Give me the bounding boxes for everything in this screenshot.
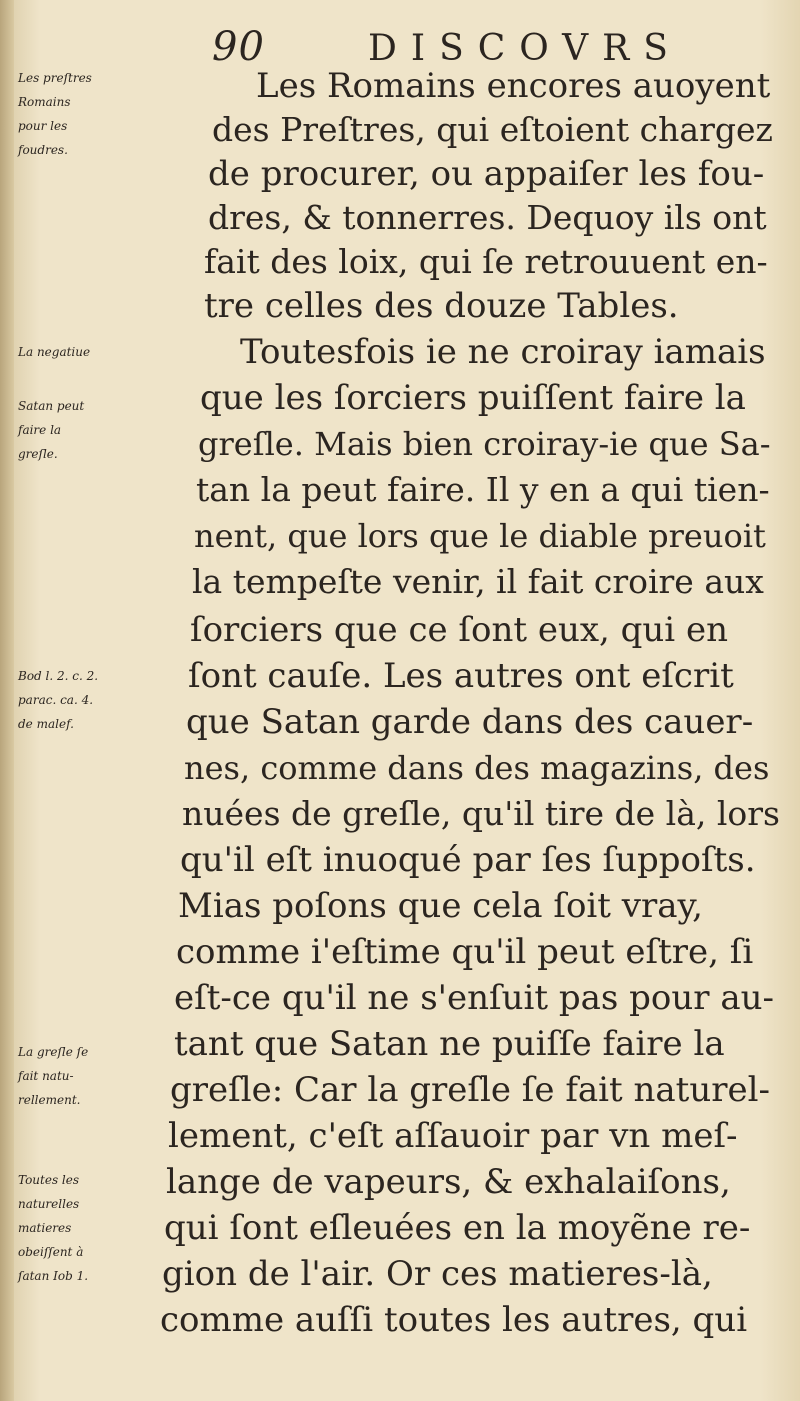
body-text-line: qu'il eſt inuoqué par ſes ſuppoſts.	[180, 840, 756, 880]
body-text-line: greſle. Mais bien croiray-ie que Sa-	[198, 425, 771, 463]
marginal-note: La greſle ſe fait natu- rellement.	[18, 1045, 89, 1107]
body-text-line: nuées de greſle, qu'il tire de là, lors	[182, 794, 780, 833]
body-text-line: nes, comme dans des magazins, des	[184, 749, 770, 787]
marginal-note: Satan peut faire la greſle.	[18, 399, 85, 461]
body-text-line: Les Romains encores auoyent	[256, 66, 771, 106]
body-text-line: gion de l'air. Or ces matieres-là,	[162, 1254, 713, 1294]
marginal-note: La negatiue	[18, 345, 91, 359]
body-text-line: tan la peut faire. Il y en a qui tien-	[196, 470, 770, 509]
body-text-line: qui ſont eſleuées en la moyẽne re-	[164, 1208, 751, 1248]
body-text-line: fait des loix, qui ſe retrouuent en-	[204, 242, 768, 281]
body-text-line: que les ſorciers puiſſent faire la	[200, 378, 746, 418]
body-text-line: tant que Satan ne puiſſe faire la	[174, 1024, 725, 1064]
body-text-line: lement, c'eſt aſſauoir par vn meſ-	[168, 1116, 738, 1156]
body-text-line: ſorciers que ce ſont eux, qui en	[190, 610, 729, 650]
marginal-note: Toutes les naturelles matieres obeiſſent à ſatan Iob 1.	[18, 1173, 89, 1283]
body-text-line: greſle: Car la greſle ſe fait naturel-	[170, 1070, 770, 1110]
body-text-line: de procurer, ou appaiſer les fou-	[208, 154, 765, 194]
body-text-line: ſont cauſe. Les autres ont eſcrit	[188, 656, 734, 696]
body-text-line: des Preſtres, qui eſtoient chargez	[212, 110, 773, 149]
body-text-line: comme auſſi toutes les autres, qui	[160, 1300, 748, 1340]
page-number: 90	[212, 24, 265, 70]
body-text-line: Toutesfois ie ne croiray iamais	[240, 332, 766, 372]
body-text-line: nent, que lors que le diable preuoit	[194, 517, 766, 555]
body-text-line: dres, & tonnerres. Dequoy ils ont	[208, 198, 767, 237]
body-text-line: la tempeſte venir, il fait croire aux	[192, 562, 764, 601]
page-spine-shadow	[0, 0, 14, 1401]
marginal-note: Bod l. 2. c. 2. parac. ca. 4. de malef.	[18, 669, 99, 731]
body-text-line: Mias poſons que cela ſoit vray,	[178, 886, 703, 926]
body-text-line: tre celles des douze Tables.	[204, 286, 679, 326]
body-text-line: eſt-ce qu'il ne s'enſuit pas pour au-	[174, 978, 774, 1018]
body-text-line: lange de vapeurs, & exhalaiſons,	[166, 1162, 731, 1202]
body-text-line: comme i'eſtime qu'il peut eſtre, ſi	[176, 932, 754, 972]
marginal-note: Les preſtres Romains pour les foudres.	[18, 71, 92, 157]
running-title: DISCOVRS	[368, 28, 682, 69]
body-text-line: que Satan garde dans des cauer-	[186, 702, 754, 742]
